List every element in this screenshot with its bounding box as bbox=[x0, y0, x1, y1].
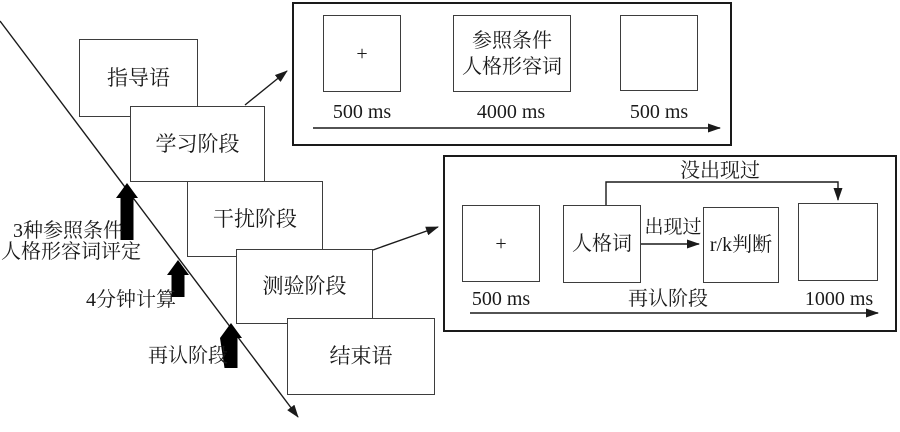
test-blank-box bbox=[798, 203, 878, 281]
test-fixation-box bbox=[462, 205, 540, 282]
study-fixation-duration: 500 ms bbox=[332, 101, 392, 123]
study-stimulus-duration: 4000 ms bbox=[476, 101, 546, 123]
flow-step-label: 学习阶段 bbox=[155, 131, 240, 156]
study-fixation-box bbox=[323, 15, 401, 92]
annotation-rating bbox=[1, 220, 141, 263]
flow-step-study-phase bbox=[130, 106, 265, 182]
flow-step-label: 指导语 bbox=[107, 65, 170, 90]
branch-old-label: 出现过 bbox=[644, 217, 702, 238]
study-blank-duration: 500 ms bbox=[629, 101, 689, 123]
study-blank-box bbox=[620, 15, 698, 91]
test-fixation-duration: 500 ms bbox=[471, 288, 531, 310]
fixation-cross: + bbox=[495, 232, 507, 255]
test-stage-label: 再认阶段 bbox=[628, 288, 708, 310]
flow-step-test-phase bbox=[236, 249, 373, 324]
study-trial-panel bbox=[292, 2, 732, 146]
annotation-rating-line2: 人格形容词评定 bbox=[1, 241, 141, 263]
flow-step-label: 干扰阶段 bbox=[213, 206, 297, 231]
test-blank-duration: 1000 ms bbox=[804, 288, 874, 310]
test-phase-detail-arrow bbox=[373, 227, 438, 250]
branch-new-label: 没出现过 bbox=[680, 160, 760, 182]
study-stimulus-text bbox=[462, 28, 562, 80]
test-judgment-text: r/k判断 bbox=[709, 234, 773, 256]
test-trial-panel bbox=[443, 155, 897, 332]
annotation-calculation: 4分钟计算 bbox=[86, 289, 176, 311]
test-judgment-box bbox=[703, 207, 779, 283]
test-stimulus-text: 人格词 bbox=[572, 233, 632, 255]
flow-step-label: 结束语 bbox=[329, 344, 393, 369]
flow-step-closing bbox=[287, 318, 435, 395]
study-stimulus-line1: 参照条件 bbox=[472, 29, 552, 52]
study-phase-detail-arrow bbox=[245, 71, 287, 105]
fixation-cross: + bbox=[356, 42, 368, 65]
test-stimulus-box bbox=[563, 205, 641, 283]
annotation-rating-line1: 3种参照条件 bbox=[13, 220, 123, 242]
study-stimulus-box bbox=[453, 15, 571, 92]
flow-step-label: 测验阶段 bbox=[262, 274, 347, 299]
annotation-recognition: 再认阶段 bbox=[148, 345, 228, 367]
flow-step-interference-phase bbox=[187, 181, 323, 257]
study-stimulus-line2: 人格形容词 bbox=[462, 55, 562, 78]
